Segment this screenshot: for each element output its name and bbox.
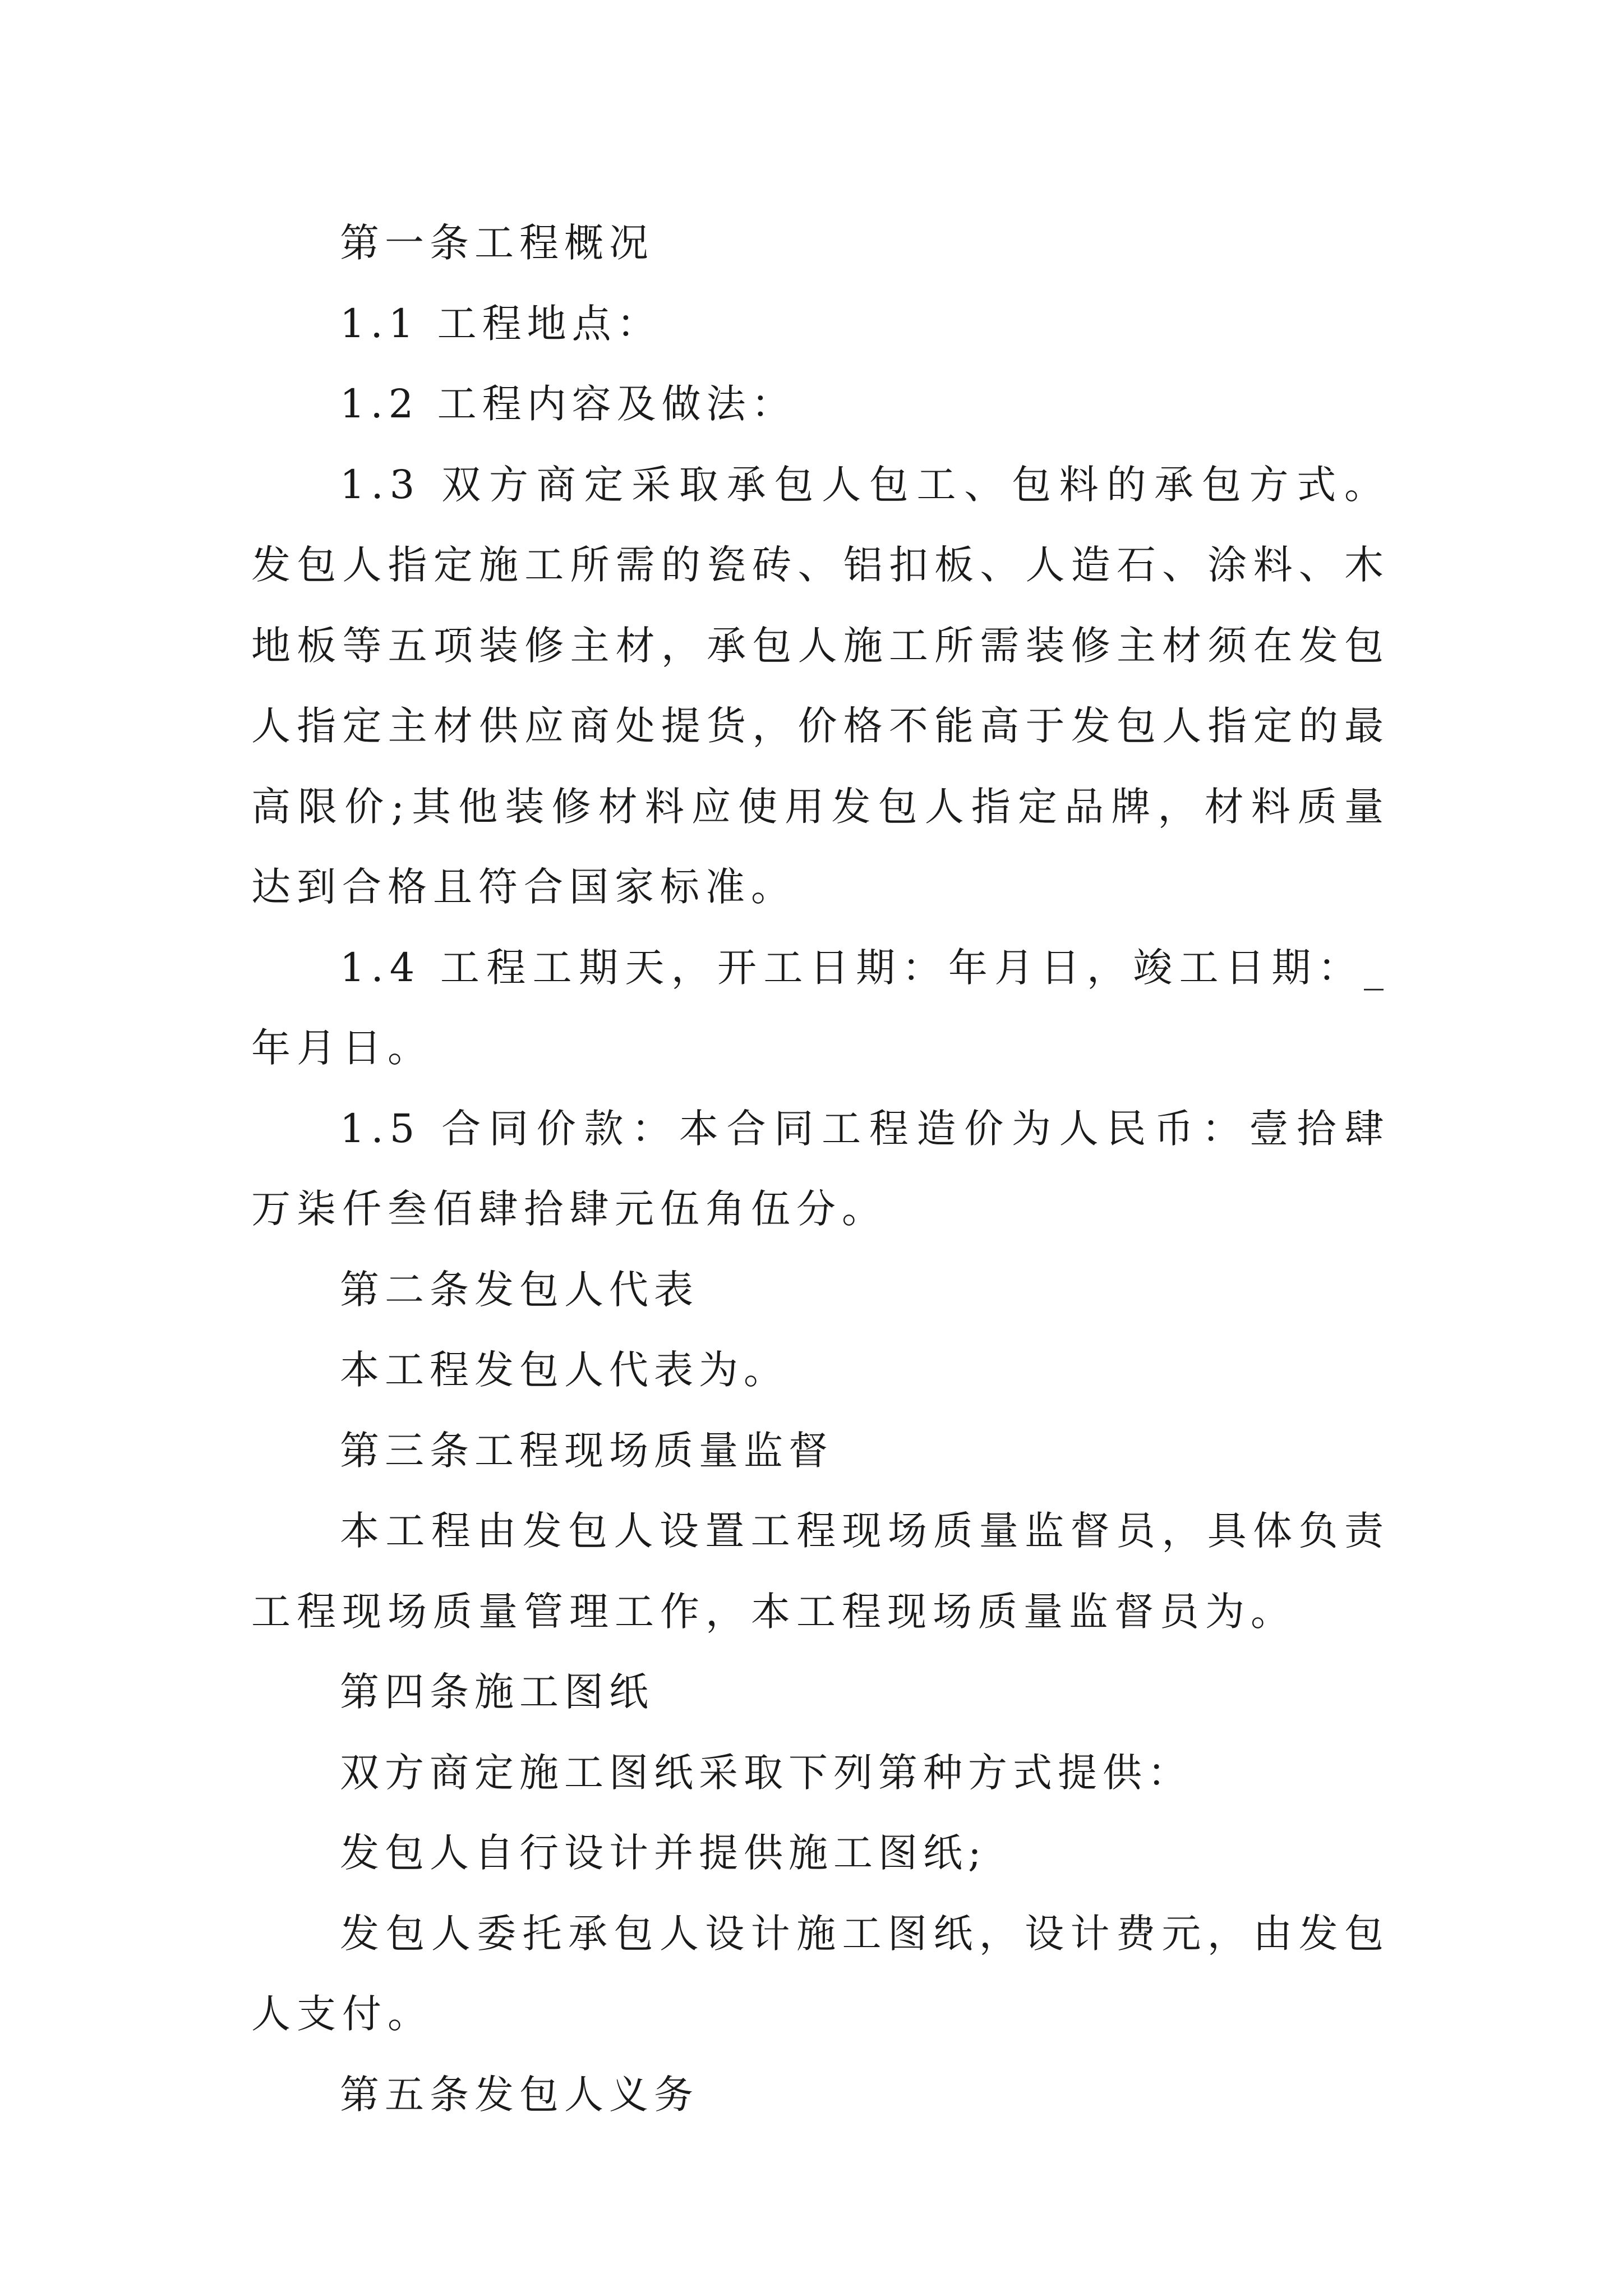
- paragraph-quality-supervision: 本工程由发包人设置工程现场质量监督员，具体负责工程现场质量管理工作，本工程现场质量监督员为。: [251, 1508, 1390, 1635]
- clause-1-1: 1.1 工程地点：: [340, 300, 662, 347]
- paragraph-drawings-option-2: 发包人委托承包人设计施工图纸，设计费元，由发包人支付。: [251, 1910, 1390, 2037]
- paragraph-employer-representative: 本工程发包人代表为。: [340, 1347, 789, 1393]
- section-heading-3: 第三条工程现场质量监督: [340, 1427, 833, 1474]
- clause-1-2: 1.2 工程内容及做法：: [340, 381, 796, 427]
- clause-1-3: 1.3 双方商定采取承包人包工、包料的承包方式。发包人指定施工所需的瓷砖、铝扣板、人造石、涂料、木地板等五项装修主材，承包人施工所需装修主材须在发包人指定主材供应商处提货，价格不能高于发包人指定的最高限价;其他装修材料应使用发包人指定品牌，材料质量达到合格且符合国家标准。: [251, 461, 1390, 910]
- section-heading-4: 第四条施工图纸: [340, 1669, 654, 1715]
- paragraph-drawings-option-1: 发包人自行设计并提供施工图纸;: [340, 1830, 987, 1876]
- section-heading-5: 第五条发包人义务: [340, 2071, 699, 2118]
- document-body: [251, 203, 1390, 2135]
- paragraph-drawings-method: 双方商定施工图纸采取下列第种方式提供：: [340, 1749, 1192, 1796]
- clause-1-4: 1.4 工程工期天，开工日期：年月日，竣工日期：_年月日。: [251, 944, 1390, 1071]
- clause-1-5: 1.5 合同价款：本合同工程造价为人民币：壹拾肆万柒仟叁佰肆拾肆元伍角伍分。: [251, 1105, 1390, 1232]
- section-heading-1: 第一条工程概况: [340, 220, 654, 266]
- section-heading-2: 第二条发包人代表: [340, 1266, 699, 1313]
